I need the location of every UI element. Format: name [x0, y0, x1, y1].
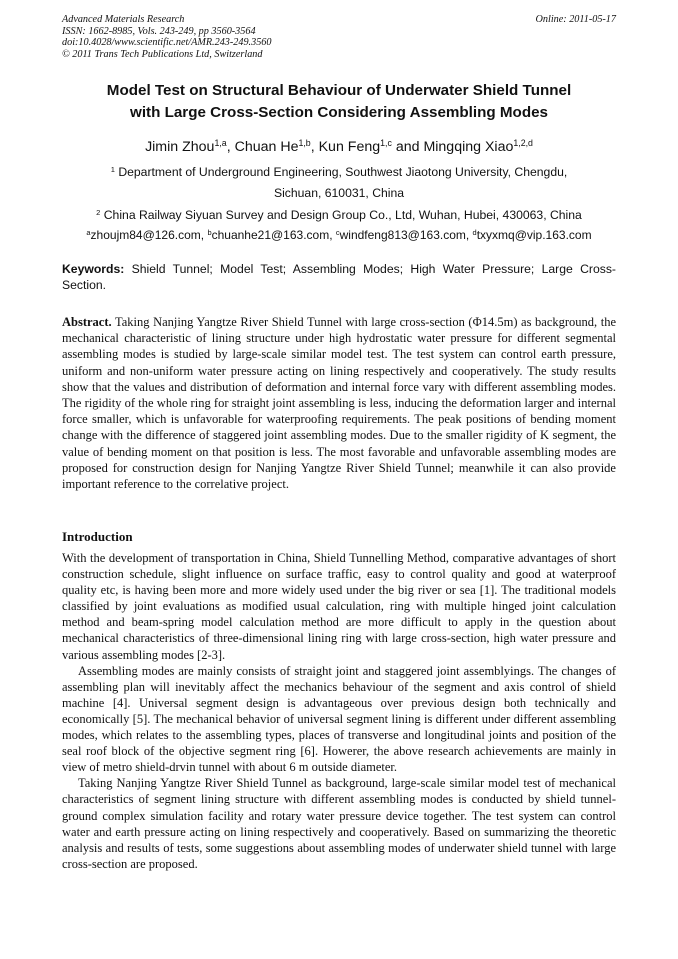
author-name: Mingqing Xiao: [423, 139, 514, 155]
abstract-label: Abstract.: [62, 315, 112, 329]
journal-name: Advanced Materials Research: [62, 14, 185, 25]
title-line-1: Model Test on Structural Behaviour of Underwater Shield Tunnel: [106, 82, 572, 99]
paragraph: Taking Nanjing Yangtze River Shield Tunnel as background, large-scale similar model test of mechanical characteristics of segment lining structure with different assembling modes is conducted by shield tunnel-ground complex simulation facility and rotary water pressure device together. The test system can control water and earth pressure acting on lining respectively and cooperatively. Based on summarizing the theoretic analysis and results of tests, some suggestions about assembling modes of underwater shield tunnel with large cross-section are proposed.: [62, 776, 616, 871]
affiliation-text: Department of Underground Engineering, Southwest Jiaotong University, Chengdu,: [118, 165, 568, 179]
author-name: Jimin Zhou: [145, 139, 215, 155]
online-date: Online: 2011-05-17: [535, 14, 616, 25]
affiliation-text: China Railway Siyuan Survey and Design Group Co., Ltd, Wuhan, Hubei, 430063, China: [103, 208, 582, 222]
paragraph: Assembling modes are mainly consists of straight joint and staggered joint assemblyings. The changes of assembling plan will inevitably affect the mechanics behaviour of the segment and axis control of shield machine [4]. Universal segment design is advantageous over previous design both technically and economically [5]. The mechanical behavior of universal segment lining is different under different assembling modes, which relates to the assembling types, places of transverse and longitudinal joints and position of the seal roof block of the objective segment ring [6]. Howerer, the above research achievements are mainly in view of metro shield-drvin tunnel with about 6 m outside diameter.: [62, 663, 616, 775]
author-affil-marker: 1,b: [298, 138, 311, 149]
abstract-text: Taking Nanjing Yangtze River Shield Tunnel with large cross-section (Φ14.5m) as background, the mechanical characteristic of lining structure under high hydrostatic water pressure for different segmental assembling modes is studied by large-scale similar model test. The test system can control earth pressure, uniform and non-uniform water pressure acting on lining respectively and cooperatively. The study results show that the values and distribution of deformation and internal force vary with different assembling modes. The rigidity of the whole ring for straight joint assembling is less, inducing the deformation larger and internal force smaller, which is unfavorable for waterproofing requirements. The peak positions of bending moment change with the difference of staggered joint assembling modes. Due to the smaller rigidity of K segment, the value of bending moment on that position is less. The most favorable and unfavorable assembling modes are proposed for construction design for Nanjing Yangtze River Shield Tunnel; meanwhile it can also provide important reference to the correlative project.: [62, 315, 616, 492]
affiliation-2: [62, 205, 616, 226]
affiliation-marker: 1: [110, 164, 115, 174]
email-list: [62, 226, 616, 244]
email-separator: ,: [465, 228, 473, 242]
email-address[interactable]: windfeng813@163.com: [339, 228, 466, 242]
author-affil-marker: 1,2,d: [513, 138, 533, 149]
keywords-label: Keywords:: [62, 262, 125, 276]
paragraph: With the development of transportation in China, Shield Tunnelling Method, comparative advantages of short construction schedule, slight influence on surface traffic, easy to control quality and good at waterproof quality etc, is having been more and more widely used under the big river or sea [1]. The traditional models classified by joint evaluations as modified usual calculation, ring with multiple hinged joint calculation method and beam-spring model calculation method are more difficult to apply in the question about mechanical characteristics of three-dimensional lining ring with large cross-section, high water pressure and various assembling modes [2-3].: [62, 551, 616, 662]
author-separator: ,: [310, 139, 319, 155]
introduction-heading: Introduction: [62, 529, 133, 544]
introduction-body: [62, 550, 616, 872]
email-address[interactable]: txyxmq@vip.163.com: [476, 228, 592, 242]
email-separator: ,: [200, 228, 208, 242]
email-marker: b: [207, 227, 212, 237]
email-marker: a: [86, 227, 91, 237]
affiliation-marker: 2: [96, 207, 101, 217]
keywords-text: Shield Tunnel; Model Test; Assembling Modes; High Water Pressure; Large Cross-Section.: [62, 262, 616, 292]
author-separator: and: [391, 139, 424, 155]
doi-line: doi:10.4028/www.scientific.net/AMR.243-249.3560: [62, 37, 272, 49]
email-marker: d: [472, 227, 477, 237]
keywords: [62, 262, 616, 293]
author-name: Chuan He: [234, 139, 299, 155]
affiliation-text: Sichuan, 610031, China: [273, 186, 405, 200]
title-line-2: with Large Cross-Section Considering Assembling Modes: [130, 104, 548, 121]
author-separator: ,: [226, 139, 235, 155]
author-affil-marker: 1,a: [214, 138, 227, 149]
paper-title: [62, 80, 616, 124]
issn-line: ISSN: 1662-8985, Vols. 243-249, pp 3560-3564: [62, 25, 256, 37]
author-affil-marker: 1,c: [380, 138, 392, 149]
page-header: [62, 14, 616, 60]
affiliation-1: [62, 162, 616, 204]
email-address[interactable]: zhoujm84@126.com: [90, 228, 201, 242]
author-list: [62, 137, 616, 157]
email-marker: c: [335, 227, 340, 237]
email-address[interactable]: chuanhe21@163.com: [211, 228, 330, 242]
abstract: [62, 314, 616, 492]
email-separator: ,: [329, 228, 336, 242]
author-name: Kun Feng: [318, 139, 381, 155]
copyright-line: © 2011 Trans Tech Publications Ltd, Switzerland: [62, 48, 263, 60]
